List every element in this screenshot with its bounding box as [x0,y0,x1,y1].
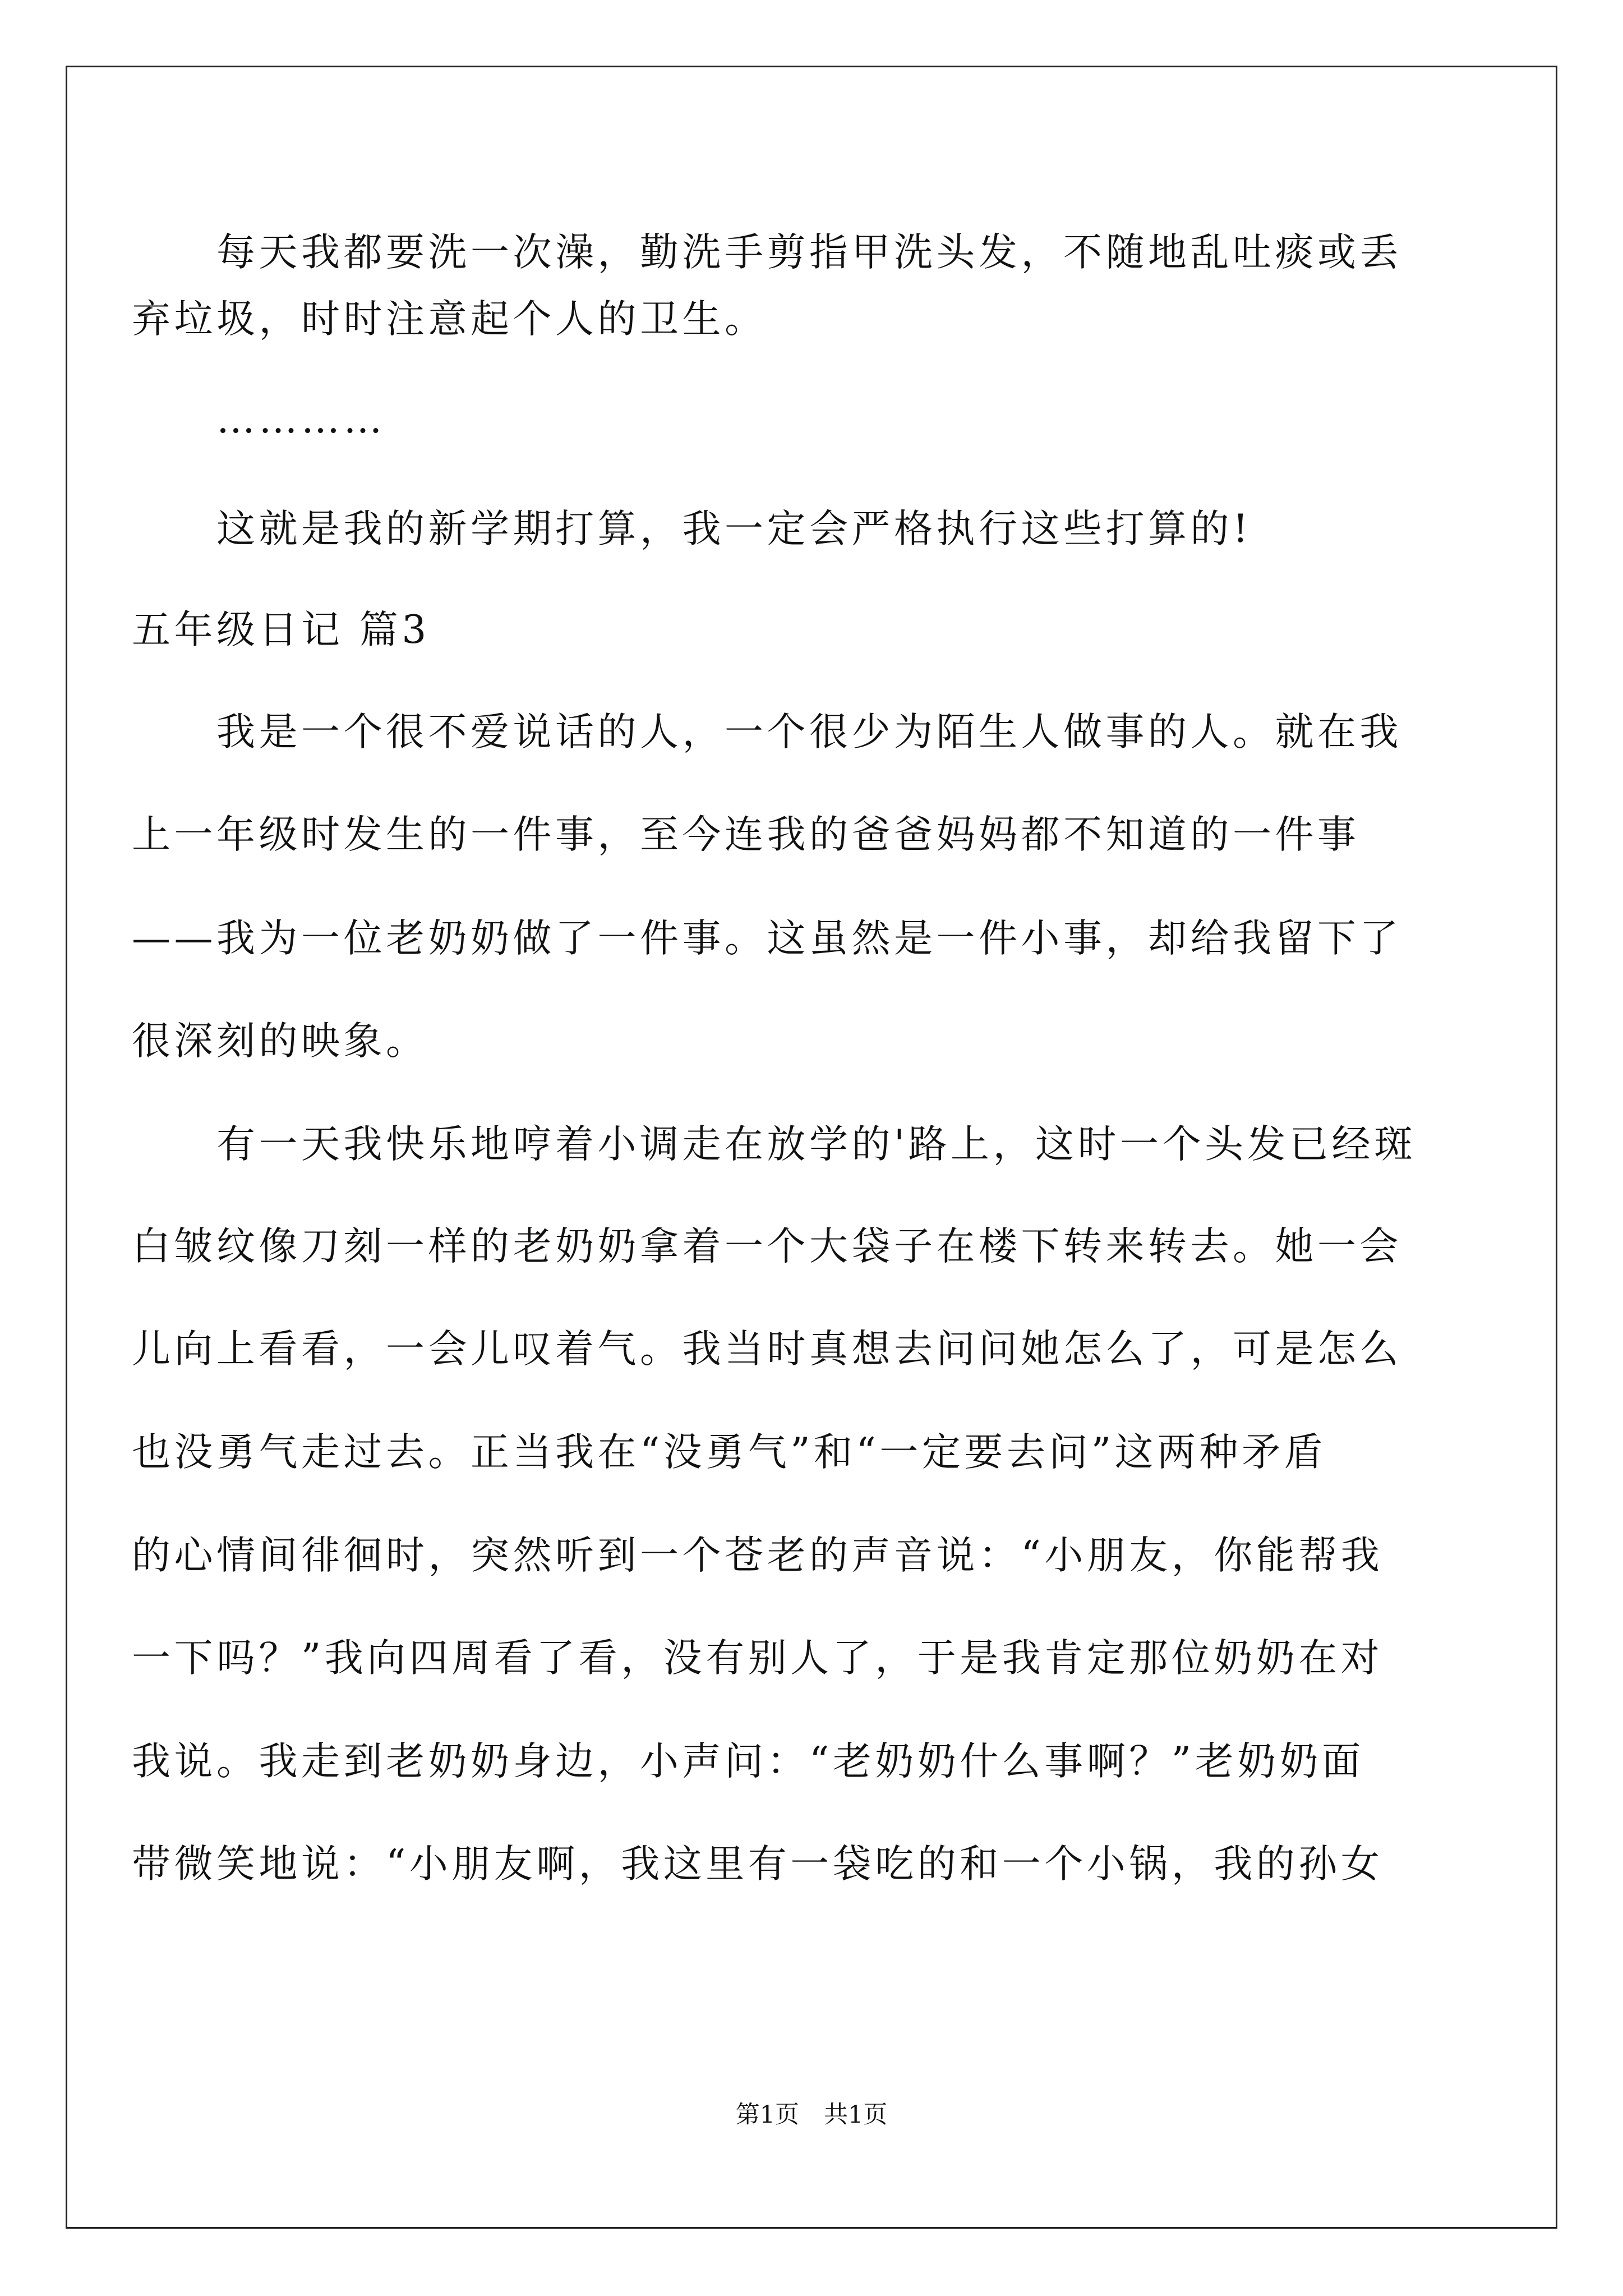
paragraph-line: 我是一个很不爱说话的人，一个很少为陌生人做事的人。就在我 [216,710,1402,754]
paragraph-line: 儿向上看看，一会儿叹着气。我当时真想去问问她怎么了，可是怎么 [132,1327,1402,1372]
page-number-current: 第1页 [735,2101,799,2129]
paragraph-line: 很深刻的映象。 [132,1019,428,1064]
paragraph-line: 每天我都要洗一次澡，勤洗手剪指甲洗头发，不随地乱吐痰或丢 [216,230,1402,275]
paragraph-line: 白皱纹像刀刻一样的老奶奶拿着一个大袋子在楼下转来转去。她一会 [132,1224,1402,1269]
paragraph-line: ——我为一位老奶奶做了一件事。这虽然是一件小事，却给我留下了 [132,916,1402,961]
paragraph-line: 带微笑地说：“小朋友啊，我这里有一袋吃的和一个小锅，我的孙女 [132,1842,1384,1887]
paragraph-line: 也没勇气走过去。正当我在“没勇气”和“一定要去问”这两种矛盾 [132,1430,1327,1475]
page-number-total: 共1页 [824,2101,888,2129]
paragraph-line: 我说。我走到老奶奶身边，小声问：“老奶奶什么事啊？”老奶奶面 [132,1739,1364,1784]
paragraph-line: 弃垃圾，时时注意起个人的卫生。 [132,297,767,342]
paragraph-line: 这就是我的新学期打算，我一定会严格执行这些打算的! [216,507,1252,551]
paragraph-line: 一下吗？”我向四周看了看，没有别人了，于是我肯定那位奶奶在对 [132,1636,1384,1681]
page-footer [0,2098,1623,2132]
ellipsis-line: ………… [216,397,386,442]
paragraph-line: 的心情间徘徊时，突然听到一个苍老的声音说：“小朋友，你能帮我 [132,1533,1384,1578]
section-heading: 五年级日记 篇3 [132,608,430,652]
paragraph-line: 有一天我快乐地哼着小调走在放学的'路上，这时一个头发已经斑 [216,1122,1417,1167]
paragraph-line: 上一年级时发生的一件事，至今连我的爸爸妈妈都不知道的一件事 [132,812,1360,857]
